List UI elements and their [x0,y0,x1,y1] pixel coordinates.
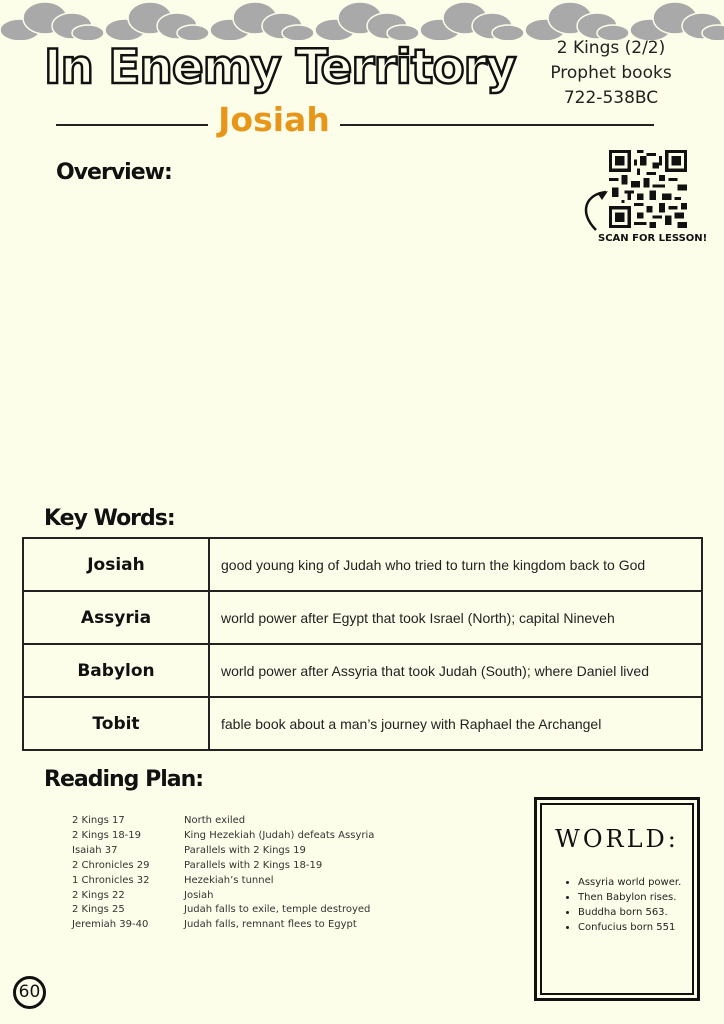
table-row [23,644,702,697]
plan-reference: 2 Kings 18-19 [72,829,142,841]
list-item [72,889,374,904]
subtitle-rule-left [56,124,208,126]
reading-plan-list [72,814,374,933]
list-item [72,918,374,933]
list-item [72,874,374,889]
curved-arrow-icon [576,186,612,240]
plan-note: Hezekiah’s tunnel [184,874,274,886]
list-item: • Then Babylon rises. [578,890,686,905]
world-list [578,875,686,935]
list-item [72,829,374,844]
plan-reference: Isaiah 37 [72,844,118,856]
list-item [72,844,374,859]
key-word-definition: world power after Assyria that took Judah (South); where Daniel lived [209,644,702,697]
world-title: WORLD: [555,825,679,853]
cloud-border [0,0,724,40]
table-row [23,697,702,750]
list-item: • Confucius born 551 [578,920,686,935]
world-box-inner [540,803,694,995]
plan-note: Parallels with 2 Kings 18-19 [184,859,323,871]
meta-line-book: 2 Kings (2/2) [556,38,666,58]
list-item [72,903,374,918]
plan-note: Judah falls to exile, temple destroyed [184,904,371,916]
plan-reference: Jeremiah 39-40 [72,919,149,931]
page-subtitle: Josiah [210,100,338,139]
scan-label: SCAN FOR LESSON! [598,233,708,244]
page-title: In Enemy Territory [44,40,516,95]
key-words-heading: Key Words: [44,506,175,531]
key-word-term: Tobit [23,697,209,750]
plan-note: Parallels with 2 Kings 19 [184,844,306,856]
plan-note: Josiah [184,889,214,901]
key-word-term: Josiah [23,538,209,591]
plan-reference: 2 Kings 25 [72,904,125,916]
plan-reference: 2 Kings 17 [72,815,125,826]
page-number: 60 [13,976,46,1009]
subtitle-rule-right [340,124,654,126]
plan-reference: 2 Kings 22 [72,889,125,901]
table-row [23,538,702,591]
key-word-term: Babylon [23,644,209,697]
plan-note: King Hezekiah (Judah) defeats Assyria [184,829,375,841]
overview-heading: Overview: [56,160,172,185]
plan-reference: 2 Chronicles 29 [72,859,150,871]
table-row [23,591,702,644]
world-box [534,797,700,1001]
list-item [72,814,374,829]
meta-line-dates: 722-538BC [563,88,659,108]
plan-note: Judah falls, remnant flees to Egypt [184,919,357,931]
key-words-table [22,537,703,751]
plan-note: North exiled [184,815,246,826]
key-word-definition: fable book about a man’s journey with Raphael the Archangel [209,697,702,750]
plan-reference: 1 Chronicles 32 [72,874,150,886]
list-item: • Buddha born 563. [578,905,686,920]
list-item: • Assyria world power. [578,875,686,890]
list-item [72,859,374,874]
meta-line-category: Prophet books [550,63,672,83]
key-word-definition: good young king of Judah who tried to turn the kingdom back to God [209,538,702,591]
book-meta [532,36,690,111]
qr-code-icon[interactable] [608,150,688,228]
reading-plan-heading: Reading Plan: [44,767,204,792]
key-word-term: Assyria [23,591,209,644]
key-word-definition: world power after Egypt that took Israel (North); capital Nineveh [209,591,702,644]
